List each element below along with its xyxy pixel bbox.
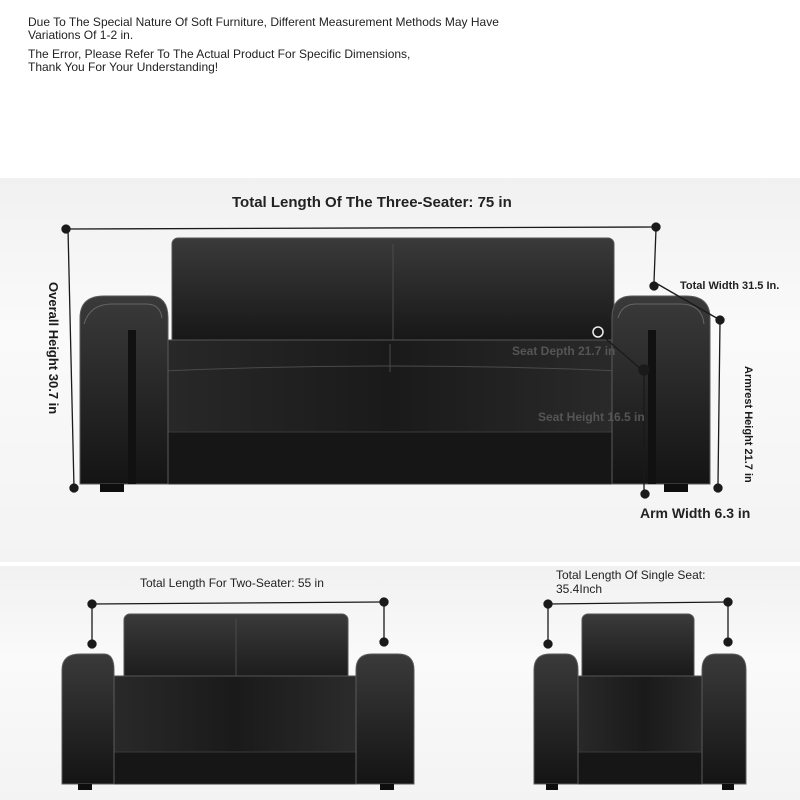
armrest-height-label: Armrest Height 21.7 in [742,366,754,483]
disclaimer-line-4: Thank You For Your Understanding! [28,60,219,74]
three-seater-sofa [80,238,710,492]
single-seat-total-length-label-line1: Total Length Of Single Seat: [556,568,706,582]
total-width-label: Total Width 31.5 In. [680,280,780,292]
disclaimer-line-3: The Error, Please Refer To The Actual Product For Specific Dimensions, [28,47,411,61]
disclaimer-line-2: Variations Of 1-2 in. [28,28,134,42]
seat-depth-label: Seat Depth 21.7 in [512,344,616,358]
seat-height-label: Seat Height 16.5 in [538,410,645,424]
arm-width-label: Arm Width 6.3 in [640,505,751,521]
overall-height-label: Overall Height 30.7 in [46,282,61,415]
two-seater-sofa [62,614,414,790]
single-seat-sofa [534,614,746,790]
two-seater-total-length-label: Total Length For Two-Seater: 55 in [140,576,324,590]
disclaimer-line-1: Due To The Special Nature Of Soft Furniture, Different Measurement Methods May Have [28,15,499,29]
single-seat-total-length-label-line2: 35.4Inch [556,582,603,596]
three-seater-total-length-label: Total Length Of The Three-Seater: 75 in [232,194,512,211]
